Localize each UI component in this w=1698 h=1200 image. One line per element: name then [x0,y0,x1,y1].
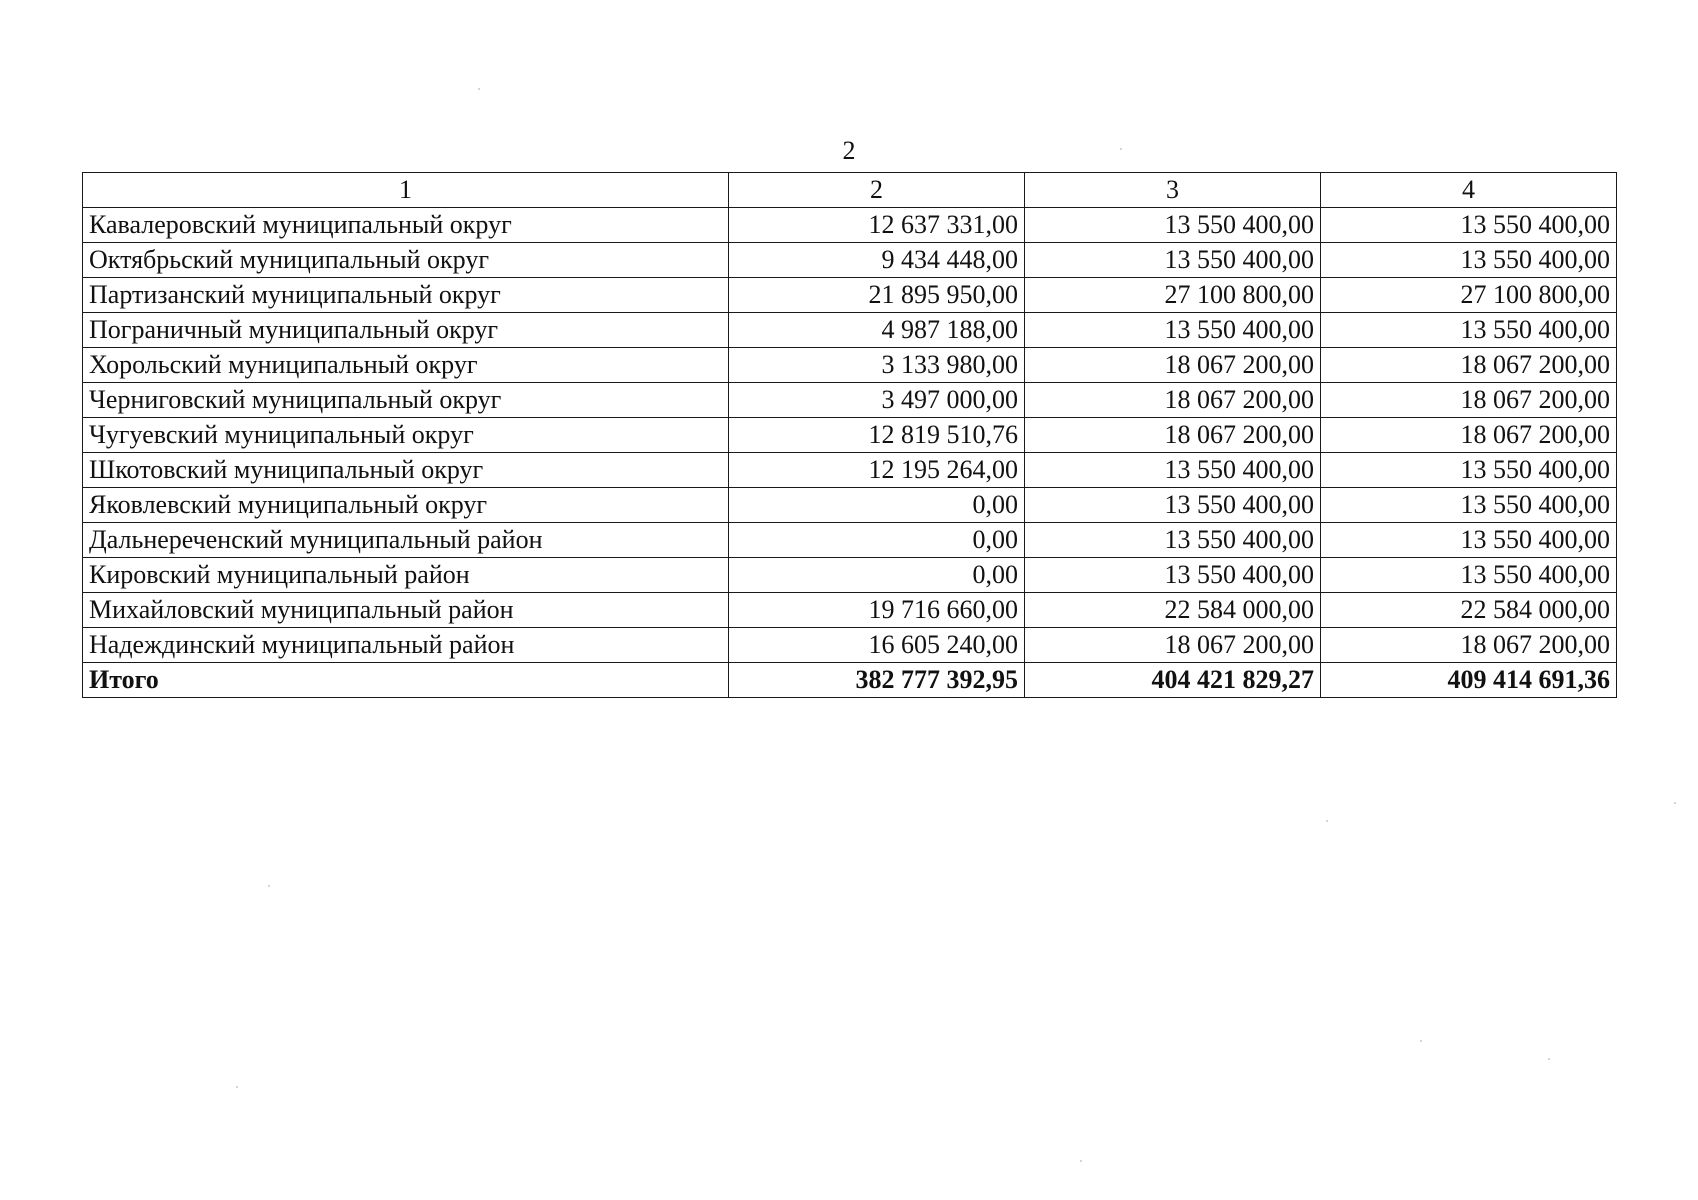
amount-cell-column-3: 18 067 200,00 [1025,628,1321,663]
header-row [83,173,1617,208]
column-header-2: 2 [729,173,1025,208]
municipality-name-cell: Дальнереченский муниципальный район [83,523,729,558]
amount-cell-column-3: 27 100 800,00 [1025,278,1321,313]
amount-cell-column-3: 22 584 000,00 [1025,593,1321,628]
amount-cell-column-4: 13 550 400,00 [1321,453,1617,488]
amount-cell-column-2: 21 895 950,00 [729,278,1025,313]
scan-speck [1080,1160,1082,1162]
amount-cell-column-4: 13 550 400,00 [1321,243,1617,278]
amount-cell-column-2: 0,00 [729,558,1025,593]
table-row [83,243,1617,278]
amount-cell-column-3: 13 550 400,00 [1025,208,1321,243]
table-row [83,348,1617,383]
municipality-name-cell: Кировский муниципальный район [83,558,729,593]
municipality-name-cell: Надеждинский муниципальный район [83,628,729,663]
table-row [83,208,1617,243]
amount-cell-column-2: 0,00 [729,488,1025,523]
column-header-1: 1 [83,173,729,208]
municipality-name-cell: Чугуевский муниципальный округ [83,418,729,453]
table-body [83,208,1617,663]
amount-cell-column-2: 16 605 240,00 [729,628,1025,663]
municipality-name-cell: Октябрьский муниципальный округ [83,243,729,278]
amount-cell-column-4: 13 550 400,00 [1321,208,1617,243]
amount-cell-column-4: 18 067 200,00 [1321,348,1617,383]
amount-cell-column-2: 0,00 [729,523,1025,558]
amount-cell-column-4: 18 067 200,00 [1321,383,1617,418]
total-column-3: 404 421 829,27 [1025,663,1321,698]
table-row [83,278,1617,313]
table-row [83,453,1617,488]
amount-cell-column-3: 13 550 400,00 [1025,243,1321,278]
table-row [83,523,1617,558]
amount-cell-column-3: 13 550 400,00 [1025,523,1321,558]
amount-cell-column-2: 12 195 264,00 [729,453,1025,488]
total-row [83,663,1617,698]
scan-speck [1326,820,1328,822]
scan-speck [268,885,270,887]
scan-speck [478,88,480,90]
scan-speck [1548,1058,1550,1060]
amount-cell-column-4: 13 550 400,00 [1321,523,1617,558]
municipality-name-cell: Хорольский муниципальный округ [83,348,729,383]
amount-cell-column-2: 3 497 000,00 [729,383,1025,418]
data-table [82,172,1617,698]
amount-cell-column-3: 18 067 200,00 [1025,383,1321,418]
amount-cell-column-3: 13 550 400,00 [1025,488,1321,523]
page-number: 2 [842,136,856,165]
table-footer [83,663,1617,698]
amount-cell-column-4: 13 550 400,00 [1321,313,1617,348]
municipality-name-cell: Пограничный муниципальный округ [83,313,729,348]
amount-cell-column-3: 18 067 200,00 [1025,348,1321,383]
table-header [83,173,1617,208]
municipality-name-cell: Партизанский муниципальный округ [83,278,729,313]
amount-cell-column-4: 18 067 200,00 [1321,418,1617,453]
amount-cell-column-2: 4 987 188,00 [729,313,1025,348]
scan-speck [1120,148,1122,150]
table-row [83,593,1617,628]
amount-cell-column-4: 22 584 000,00 [1321,593,1617,628]
amount-cell-column-4: 13 550 400,00 [1321,488,1617,523]
amount-cell-column-2: 9 434 448,00 [729,243,1025,278]
municipality-name-cell: Кавалеровский муниципальный округ [83,208,729,243]
table-row [83,313,1617,348]
scan-speck [1674,802,1676,804]
total-column-2: 382 777 392,95 [729,663,1025,698]
municipality-name-cell: Михайловский муниципальный район [83,593,729,628]
amount-cell-column-3: 13 550 400,00 [1025,453,1321,488]
amount-cell-column-2: 3 133 980,00 [729,348,1025,383]
amount-cell-column-3: 13 550 400,00 [1025,558,1321,593]
municipality-name-cell: Шкотовский муниципальный округ [83,453,729,488]
amount-cell-column-2: 19 716 660,00 [729,593,1025,628]
column-header-3: 3 [1025,173,1321,208]
amount-cell-column-4: 27 100 800,00 [1321,278,1617,313]
table-row [83,488,1617,523]
amount-cell-column-4: 13 550 400,00 [1321,558,1617,593]
municipality-name-cell: Черниговский муниципальный округ [83,383,729,418]
amount-cell-column-3: 13 550 400,00 [1025,313,1321,348]
municipality-name-cell: Яковлевский муниципальный округ [83,488,729,523]
amount-cell-column-2: 12 819 510,76 [729,418,1025,453]
scan-speck [1420,1040,1422,1042]
table-row [83,628,1617,663]
total-label: Итого [83,663,729,698]
table-row [83,418,1617,453]
amount-cell-column-3: 18 067 200,00 [1025,418,1321,453]
table-row [83,383,1617,418]
amount-cell-column-2: 12 637 331,00 [729,208,1025,243]
amount-cell-column-4: 18 067 200,00 [1321,628,1617,663]
column-header-4: 4 [1321,173,1617,208]
table-row [83,558,1617,593]
scan-speck [236,1086,238,1088]
total-column-4: 409 414 691,36 [1321,663,1617,698]
